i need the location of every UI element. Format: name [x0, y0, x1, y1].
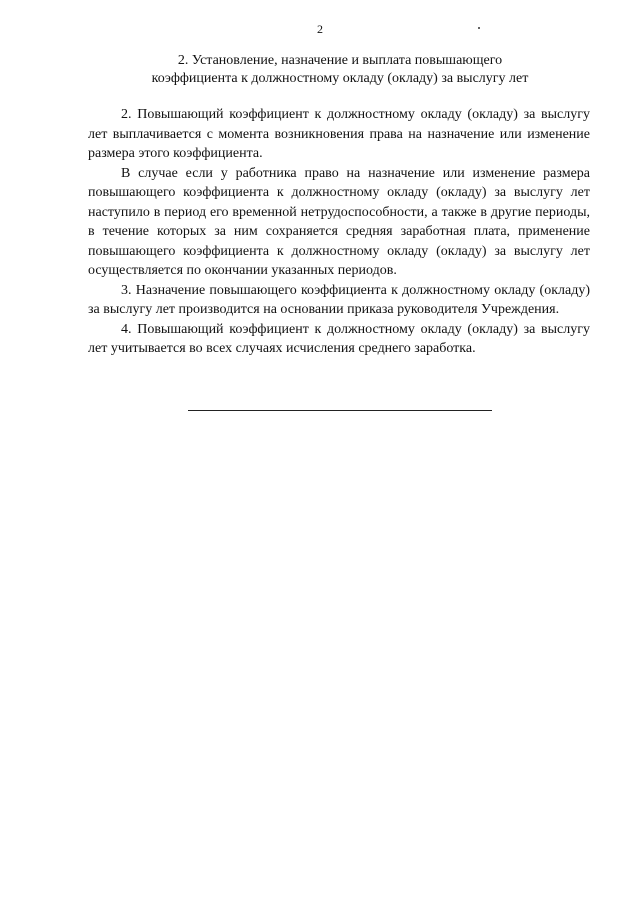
section-heading-line-1: 2. Установление, назначение и выплата повышающего — [177, 53, 503, 68]
section-heading — [90, 52, 590, 88]
scan-speck — [478, 27, 480, 29]
paragraph-4: 4. Повышающий коэффициент к должностному окладу (окладу) за выслугу лет учитывается во всех случаях исчисления среднего заработка. — [88, 321, 590, 356]
paragraph-3: 3. Назначение повышающего коэффициента к должностному окладу (окладу) за выслугу лет производится на основании приказа руководителя Учреждения. — [88, 282, 590, 317]
section-heading-line-2: коэффициента к должностному окладу (окладу) за выслугу лет — [151, 71, 529, 86]
page-number: 2 — [317, 22, 323, 36]
paragraph-2-continued: В случае если у работника право на назначение или изменение размера повышающего коэффициента к должностному окладу (окладу) за выслугу лет наступило в период его временной нетрудоспособности, а также в другие периоды, в течение которых за ним сохраняется средняя заработная плата, применение повышающего коэффициента к должностному окладу (окладу) за выслугу лет осуществляется по окончании указанных периодов. — [88, 165, 590, 278]
paragraph-2: 2. Повышающий коэффициент к должностному окладу (окладу) за выслугу лет выплачивается с момента возникновения права на назначение или изменение размера этого коэффициента. — [88, 107, 590, 161]
end-of-document-rule — [188, 410, 492, 411]
document-body — [88, 105, 590, 359]
